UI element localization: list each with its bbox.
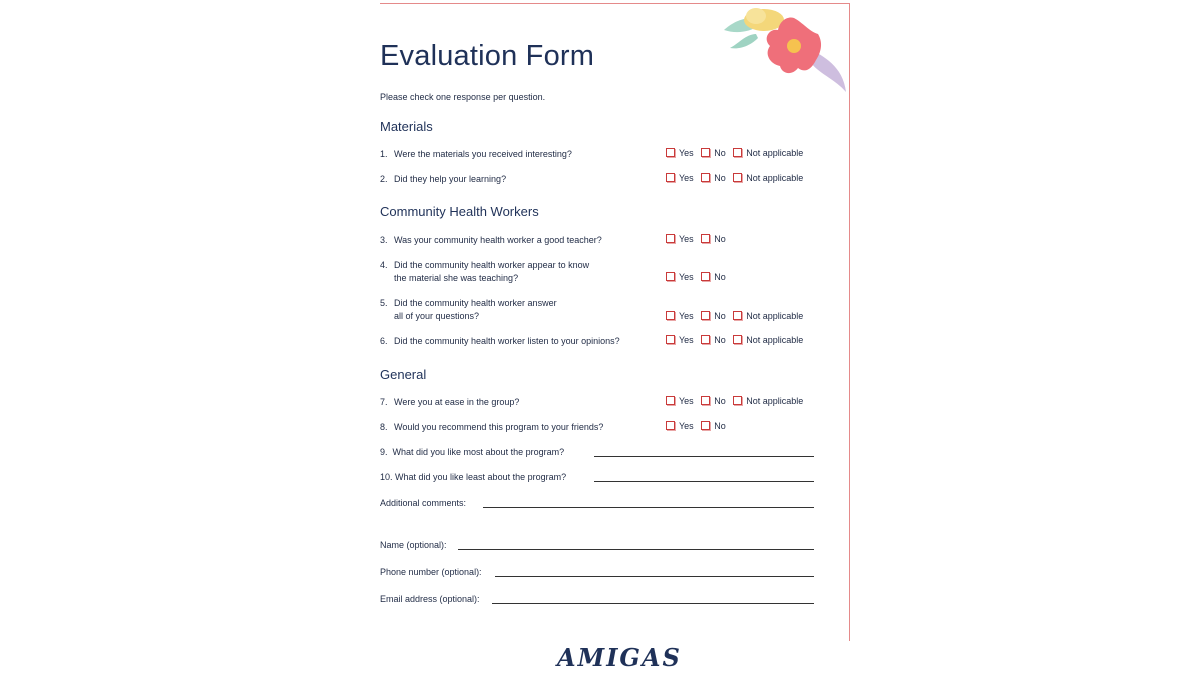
checkbox-not-applicable[interactable] bbox=[733, 148, 742, 157]
question-5-options: Yes No Not applicable bbox=[666, 311, 803, 321]
checkbox-not-applicable[interactable] bbox=[733, 173, 742, 182]
checkbox-not-applicable[interactable] bbox=[733, 396, 742, 405]
question-3: 3. Was your community health worker a good teacher? bbox=[380, 235, 602, 245]
question-7: 7. Were you at ease in the group? bbox=[380, 397, 520, 407]
answer-line-9[interactable] bbox=[594, 456, 814, 457]
checkbox-no[interactable] bbox=[701, 173, 710, 182]
section-general: General bbox=[380, 367, 427, 382]
question-6: 6. Did the community health worker listen to your opinions? bbox=[380, 336, 620, 346]
checkbox-yes[interactable] bbox=[666, 173, 675, 182]
checkbox-yes[interactable] bbox=[666, 272, 675, 281]
page-title: Evaluation Form bbox=[380, 40, 595, 72]
checkbox-no[interactable] bbox=[701, 234, 710, 243]
question-10: 10. What did you like least about the program? bbox=[380, 472, 567, 482]
question-6-options: Yes No Not applicable bbox=[666, 335, 803, 345]
question-3-options: Yes No bbox=[666, 234, 731, 244]
question-9: 9. What did you like most about the program? bbox=[380, 447, 565, 457]
question-2-options: Yes No Not applicable bbox=[666, 173, 803, 183]
checkbox-no[interactable] bbox=[701, 335, 710, 344]
question-8: 8. Would you recommend this program to your friends? bbox=[380, 422, 604, 432]
checkbox-no[interactable] bbox=[701, 272, 710, 281]
instructions: Please check one response per question. bbox=[380, 92, 546, 102]
checkbox-no[interactable] bbox=[701, 396, 710, 405]
question-4: 4. Did the community health worker appear to know the material she was teaching? bbox=[380, 260, 590, 283]
phone-line[interactable] bbox=[495, 576, 814, 577]
section-materials: Materials bbox=[380, 119, 433, 134]
question-4-options: Yes No bbox=[666, 272, 731, 282]
question-8-options: Yes No bbox=[666, 421, 731, 431]
amigas-logo: AMIGAS bbox=[557, 643, 682, 672]
checkbox-yes[interactable] bbox=[666, 311, 675, 320]
checkbox-yes[interactable] bbox=[666, 234, 675, 243]
checkbox-yes[interactable] bbox=[666, 421, 675, 430]
checkbox-yes[interactable] bbox=[666, 335, 675, 344]
checkbox-no[interactable] bbox=[701, 421, 710, 430]
page-border-right bbox=[849, 3, 850, 641]
email-line[interactable] bbox=[492, 603, 814, 604]
section-community-health-workers: Community Health Workers bbox=[380, 204, 539, 219]
additional-comments-label: Additional comments: bbox=[380, 498, 467, 508]
checkbox-yes[interactable] bbox=[666, 396, 675, 405]
question-7-options: Yes No Not applicable bbox=[666, 396, 803, 406]
name-label: Name (optional): bbox=[380, 540, 447, 550]
checkbox-not-applicable[interactable] bbox=[733, 311, 742, 320]
question-2: 2. Did they help your learning? bbox=[380, 174, 507, 184]
name-line[interactable] bbox=[458, 549, 814, 550]
checkbox-no[interactable] bbox=[701, 311, 710, 320]
answer-line-10[interactable] bbox=[594, 481, 814, 482]
checkbox-no[interactable] bbox=[701, 148, 710, 157]
question-1: 1. Were the materials you received interesting? bbox=[380, 149, 572, 159]
phone-label: Phone number (optional): bbox=[380, 567, 482, 577]
checkbox-not-applicable[interactable] bbox=[733, 335, 742, 344]
question-5: 5. Did the community health worker answer all of your questions? bbox=[380, 298, 557, 321]
checkbox-yes[interactable] bbox=[666, 148, 675, 157]
email-label: Email address (optional): bbox=[380, 594, 480, 604]
question-1-options: Yes No Not applicable bbox=[666, 148, 803, 158]
additional-comments-line[interactable] bbox=[483, 507, 814, 508]
floral-decoration bbox=[718, 4, 848, 96]
